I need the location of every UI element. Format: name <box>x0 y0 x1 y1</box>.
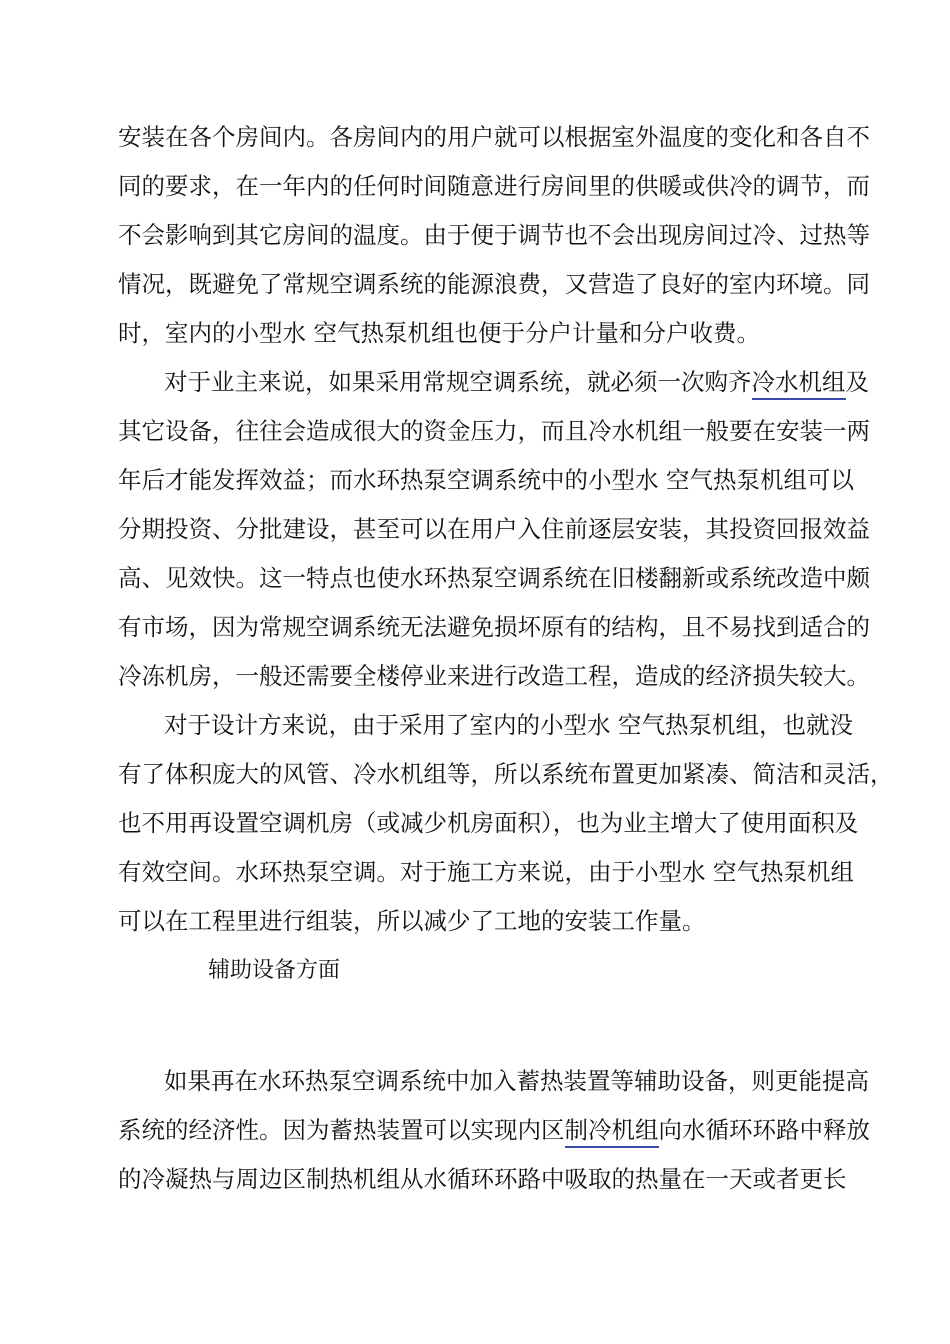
text-line: 有了体积庞大的风管、冷水机组等，所以系统布置更加紧凑、简洁和灵活， <box>118 760 894 788</box>
text-segment: 对于业主来说，如果采用常规空调系统，就必须一次购齐 <box>164 368 752 396</box>
text-line: 对于设计方来说，由于采用了室内的小型水 空气热泵机组，也就没 <box>164 711 853 739</box>
text-line: 也不用再设置空调机房（或减少机房面积），也为业主增大了使用面积及 <box>118 809 859 837</box>
text-segment: 系统的经济性。因为蓄热装置可以实现内区 <box>118 1116 565 1144</box>
link-chiller-unit[interactable]: 冷水机组 <box>752 368 846 400</box>
text-line: 可以在工程里进行组装，所以减少了工地的安装工作量。 <box>118 907 706 935</box>
text-line: 冷冻机房，一般还需要全楼停业来进行改造工程，造成的经济损失较大。 <box>118 662 870 690</box>
section-heading: 辅助设备方面 <box>208 958 341 983</box>
text-segment: 及 <box>845 368 869 396</box>
text-line: 有市场，因为常规空调系统无法避免损坏原有的结构，且不易找到适合的 <box>118 613 870 641</box>
paragraph-owner <box>118 358 870 701</box>
text-line: 年后才能发挥效益；而水环热泵空调系统中的小型水 空气热泵机组可以 <box>118 466 854 494</box>
spacer <box>118 995 833 1057</box>
text-line <box>118 358 869 407</box>
paragraph-auxiliary <box>118 1057 870 1204</box>
text-line: 如果再在水环热泵空调系统中加入蓄热装置等辅助设备，则更能提高 <box>164 1067 869 1095</box>
text-line: 有效空间。水环热泵空调。对于施工方来说，由于小型水 空气热泵机组 <box>118 858 854 886</box>
text-segment: 向水循环环路中释放 <box>658 1116 870 1144</box>
text-line: 其它设备，往往会造成很大的资金压力，而且冷水机组一般要在安装一两 <box>118 417 870 445</box>
paragraph-designer <box>118 701 894 946</box>
text-line: 情况，既避免了常规空调系统的能源浪费，又营造了良好的室内环境。同 <box>118 270 870 298</box>
text-line: 分期投资、分批建设，甚至可以在用户入住前逐层安装，其投资回报效益 <box>118 515 870 543</box>
paragraph-room-control <box>118 113 870 358</box>
text-line: 高、见效快。这一特点也使水环热泵空调系统在旧楼翻新或系统改造中颇 <box>118 564 870 592</box>
document-body <box>118 113 894 1204</box>
link-refrigeration-unit[interactable]: 制冷机组 <box>565 1116 659 1148</box>
text-line: 安装在各个房间内。各房间内的用户就可以根据室外温度的变化和各自不 <box>118 123 870 151</box>
text-line: 时，室内的小型水 空气热泵机组也便于分户计量和分户收费。 <box>118 319 760 347</box>
text-line: 的冷凝热与周边区制热机组从水循环环路中吸取的热量在一天或者更长 <box>118 1165 847 1193</box>
text-line: 同的要求，在一年内的任何时间随意进行房间里的供暖或供冷的调节，而 <box>118 172 870 200</box>
text-line <box>118 1106 870 1155</box>
text-line: 不会影响到其它房间的温度。由于便于调节也不会出现房间过冷、过热等 <box>118 221 870 249</box>
